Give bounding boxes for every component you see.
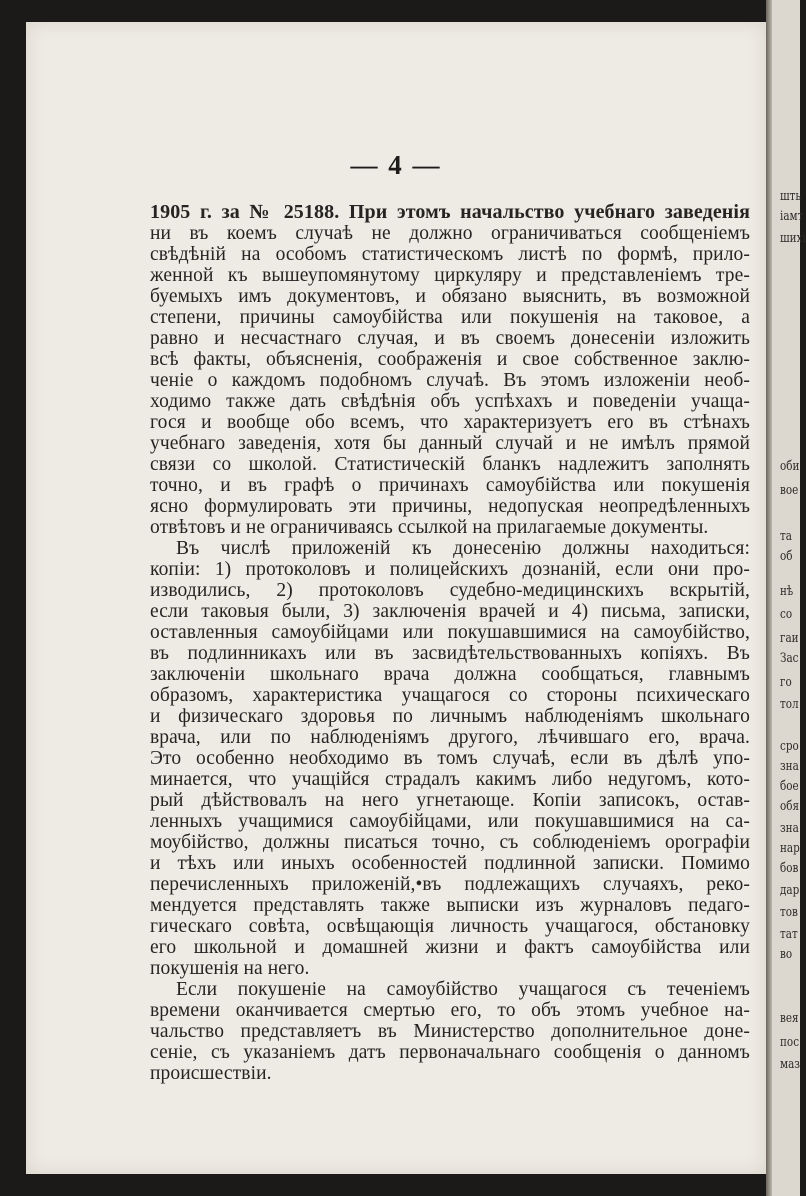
- text-line: ченіе о каждомъ подобномъ случаѣ. Въ этомъ изложеніи необ-: [150, 370, 750, 391]
- text-line: въ подлинникахъ или въ засвидѣтельствованныхъ копіяхъ. Въ: [150, 643, 750, 664]
- adjacent-page-fragment: го: [780, 675, 792, 690]
- adjacent-page-fragment: тов: [780, 905, 798, 920]
- text-line: всѣ факты, объясненія, соображенія и свое собственное заклю-: [150, 349, 750, 370]
- text-line: ленныхъ учащимися самоубійцами, или покушавшимися на са-: [150, 811, 750, 832]
- text-line: Въ числѣ приложеній къ донесенію должны находиться:: [176, 538, 750, 559]
- text-line: врача, или по наблюденіямъ другого, лѣчившаго его, врача.: [150, 727, 750, 748]
- book-page: [26, 22, 766, 1174]
- adjacent-page-fragment: шть: [780, 189, 802, 204]
- text-line: происшествіи.: [150, 1063, 272, 1084]
- text-line: гося и вообще обо всемъ, что характеризуетъ его въ стѣнахъ: [150, 412, 750, 433]
- text-line: свѣдѣній на особомъ статистическомъ листѣ по формѣ, прило-: [150, 244, 750, 265]
- text-line: изводились, 2) протоколовъ судебно-медицинскихъ вскрытій,: [150, 580, 750, 601]
- text-line: ни въ коемъ случаѣ не должно ограничиваться сообщеніемъ: [150, 223, 750, 244]
- adjacent-page-fragment: Зас: [780, 651, 799, 666]
- text-line: времени оканчивается смертью его, то объ этомъ учебное на-: [150, 1000, 750, 1021]
- text-line: учебнаго заведенія, хотя бы данный случай и не имѣлъ прямой: [150, 433, 750, 454]
- adjacent-page-fragment: во: [780, 947, 793, 962]
- adjacent-page-fragment: оби: [780, 459, 800, 474]
- text-line: точно, и въ графѣ о причинахъ самоубійства или покушенія: [150, 475, 750, 496]
- text-line: копіи: 1) протоколовъ и полицейскихъ дознаній, если они про-: [150, 559, 750, 580]
- page-number: — 4 —: [350, 150, 442, 180]
- adjacent-page-fragment: тат: [780, 927, 798, 942]
- adjacent-page-fragment: нар: [780, 841, 800, 856]
- adjacent-page-fragment: гаи: [780, 631, 799, 646]
- adjacent-page-fragment: зна: [780, 821, 799, 836]
- text-line: минается, что учащійся страдалъ какимъ либо недугомъ, кото-: [150, 769, 750, 790]
- text-line: если таковыя были, 3) заключенія врачей и 4) письма, записки,: [150, 601, 750, 622]
- text-line: чальство представляетъ въ Министерство дополнительное доне-: [150, 1021, 750, 1042]
- text-line: перечисленныхъ приложеній,•въ подлежащихъ случаяхъ, реко-: [150, 874, 750, 895]
- adjacent-page-fragment: зна: [780, 759, 799, 774]
- text-line: его школьной и домашней жизни и фактъ самоубійства или: [150, 937, 750, 958]
- adjacent-page-edge: [766, 0, 806, 1196]
- adjacent-page-fragment: со: [780, 607, 793, 622]
- text-line: ясно формулировать эти причины, недопуская неопредѣленныхъ: [150, 496, 750, 517]
- text-line: буемыхъ имъ документовъ, и обязано выяснить, въ возможной: [150, 286, 750, 307]
- text-line: степени, причины самоубійства или покушенія на таковое, а: [150, 307, 750, 328]
- text-line: отвѣтовъ и не ограничиваясь ссылкой на прилагаемые документы.: [150, 517, 709, 538]
- text-line: женной къ вышеупомянутому циркуляру и представленіемъ тре-: [150, 265, 750, 286]
- adjacent-page-fragment: нѣ: [780, 584, 794, 599]
- adjacent-page-fragment: пос: [780, 1035, 800, 1050]
- text-line: ходимо также дать свѣдѣнія объ успѣхахъ и поведеніи учаща-: [150, 391, 750, 412]
- adjacent-page-fragment: тол: [780, 697, 799, 712]
- adjacent-page-fragment: об: [780, 549, 793, 564]
- text-line: Это особенно необходимо въ томъ случаѣ, если въ дѣлѣ упо-: [150, 748, 750, 769]
- adjacent-page-fragment: маз: [780, 1057, 800, 1072]
- text-line: и тѣхъ или иныхъ особенностей подлинной записки. Помимо: [150, 853, 750, 874]
- text-line: и физическаго здоровья по личнымъ наблюденіямъ школьнаго: [150, 706, 750, 727]
- adjacent-page-fragment: дар: [780, 883, 800, 898]
- text-line: сеніе, съ указаніемъ датъ первоначальнаго сообщенія о данномъ: [150, 1042, 750, 1063]
- text-line: гическаго совѣта, освѣщающія личность учащагося, обстановку: [150, 916, 750, 937]
- text-line: равно и несчастнаго случая, и въ своемъ донесеніи изложить: [150, 328, 750, 349]
- text-line: 1905 г. за № 25188. При этомъ начальство учебнаго заведенія: [150, 201, 750, 223]
- body-text: [150, 202, 750, 1084]
- text-line: рый дѣйствовалъ на него угнетающе. Копіи записокъ, остав-: [150, 790, 750, 811]
- text-line: заключеніи школьнаго врача должна сообщаться, главнымъ: [150, 664, 750, 685]
- text-line: моубійство, должны писаться точно, съ соблюденіемъ орографіи: [150, 832, 750, 853]
- adjacent-page-fragment: бов: [780, 861, 799, 876]
- text-line: покушенія на него.: [150, 958, 310, 979]
- text-line: оставленныя самоубійцами или покушавшимися на самоубійство,: [150, 622, 750, 643]
- adjacent-page-fragment: шихі: [780, 231, 806, 246]
- adjacent-page-fragment: вое: [780, 483, 799, 498]
- adjacent-page-fragment: вея: [780, 1011, 799, 1026]
- text-line: мендуется представлять также выписки изъ журналовъ педаго-: [150, 895, 750, 916]
- adjacent-page-fragment: та: [780, 529, 792, 544]
- text-line: Если покушеніе на самоубійство учащагося съ теченіемъ: [176, 979, 750, 1000]
- text-line: образомъ, характеристика учащагося со стороны психическаго: [150, 685, 750, 706]
- adjacent-page-fragment: обя: [780, 799, 800, 814]
- page-gutter-shadow: [766, 0, 772, 1196]
- adjacent-page-fragment: сро: [780, 739, 799, 754]
- text-line: связи со школой. Статистическій бланкъ надлежитъ заполнять: [150, 454, 750, 475]
- adjacent-page-fragment: іамт: [780, 209, 804, 224]
- adjacent-page-fragment: бое: [780, 779, 799, 794]
